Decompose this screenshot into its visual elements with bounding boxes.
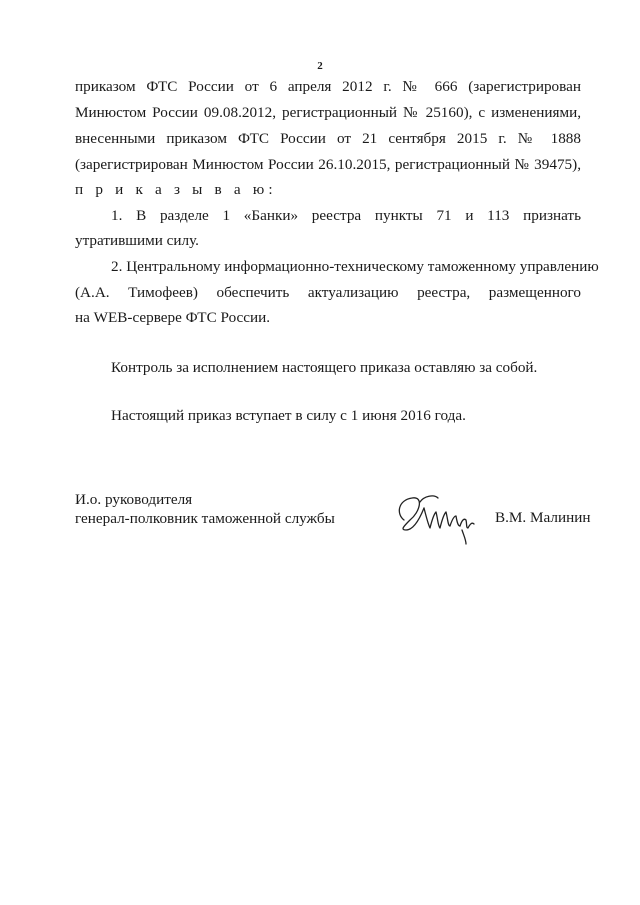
control-paragraph: Контроль за исполнением настоящего приказа оставляю за собой. <box>111 359 538 376</box>
item-2-line-2: (А.А. Тимофеев) обеспечить актуализацию реестра, размещенного <box>75 284 581 301</box>
page-number: 2 <box>317 60 323 72</box>
handwritten-signature <box>390 490 486 548</box>
item-1-line-1: 1. В разделе 1 «Банки» реестра пункты 71 и 113 признать <box>111 207 581 224</box>
signatory-title-2: генерал-полковник таможенной службы <box>75 510 335 527</box>
signatory-name: В.М. Малинин <box>495 509 591 526</box>
order-word: п р и к а з ы в а ю: <box>75 181 277 198</box>
body-line-1: приказом ФТС России от 6 апреля 2012 г. № 666 (зарегистрирован <box>75 78 581 95</box>
body-line-2: Минюстом России 09.08.2012, регистрационный № 25160), с изменениями, <box>75 104 581 121</box>
body-line-4: (зарегистрирован Минюстом России 26.10.2015, регистрационный № 39475), <box>75 156 581 173</box>
effective-date-paragraph: Настоящий приказ вступает в силу с 1 июня 2016 года. <box>111 407 466 424</box>
signatory-title-1: И.о. руководителя <box>75 491 193 508</box>
body-line-3: внесенными приказом ФТС России от 21 сентября 2015 г. № 1888 <box>75 130 581 147</box>
item-2-line-1: 2. Центральному информационно-техническому таможенному управлению <box>111 258 599 275</box>
item-2-line-3: на WEB-сервере ФТС России. <box>75 309 271 326</box>
item-1-line-2: утратившими силу. <box>75 232 199 249</box>
